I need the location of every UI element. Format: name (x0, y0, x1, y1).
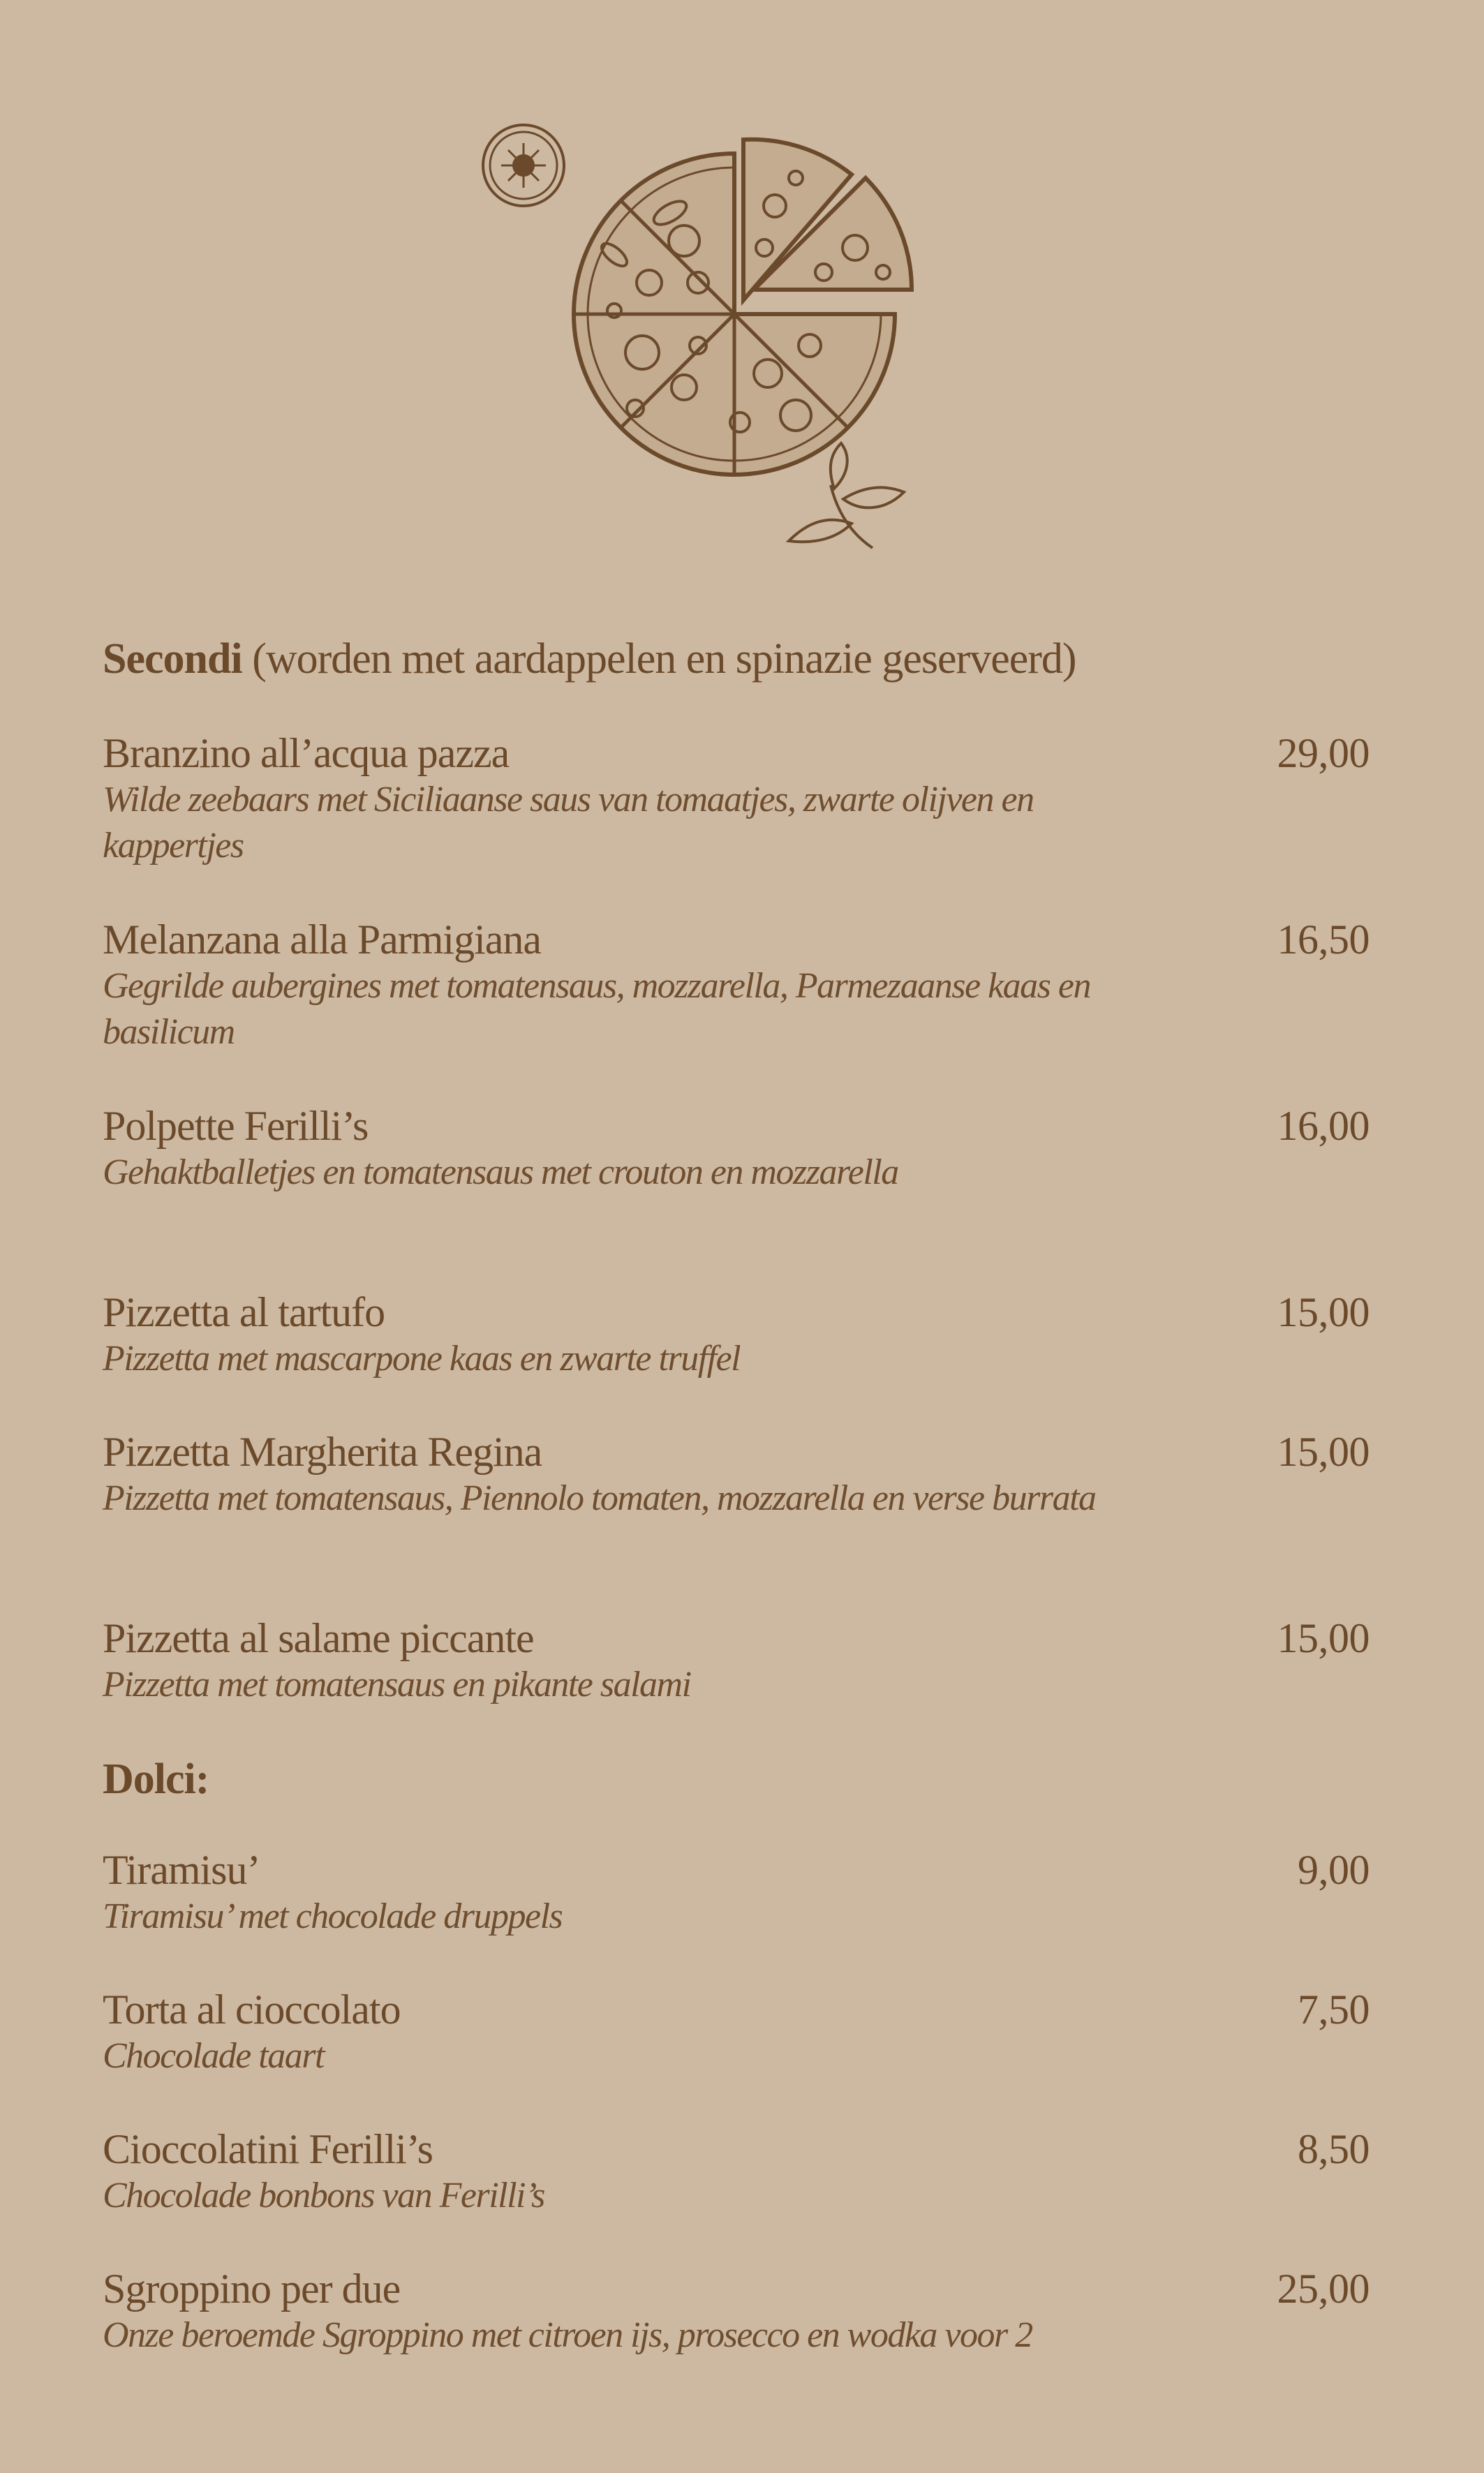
item-description: Gehaktballetjes en tomatensaus met crouton en mozzarella (103, 1152, 898, 1192)
menu-item (103, 2125, 1370, 2219)
item-price: 16,00 (1277, 1103, 1370, 1149)
item-name: Cioccolatini Ferilli’s (103, 2126, 433, 2172)
item-price: 15,00 (1277, 1289, 1370, 1335)
item-description: Onze beroemde Sgroppino met citroen ijs, prosecco en wodka voor 2 (103, 2315, 1032, 2355)
item-price: 9,00 (1298, 1847, 1370, 1893)
item-description: Chocolade taart (103, 2036, 324, 2076)
item-name: Torta al cioccolato (103, 1986, 401, 2033)
item-description: Pizzetta met mascarpone kaas en zwarte truffel (103, 1339, 741, 1379)
section-title-dolci (103, 1755, 209, 1803)
section-title-bold: Dolci: (103, 1755, 209, 1803)
item-price: 7,50 (1298, 1986, 1370, 2033)
item-price: 15,00 (1277, 1429, 1370, 1475)
section-title-bold: Secondi (103, 635, 242, 683)
item-description: Tiramisu’ met chocolade druppels (103, 1896, 563, 1936)
section-subtitle: (worden met aardappelen en spinazie geserveerd) (252, 635, 1076, 683)
item-description: Pizzetta met tomatensaus, Piennolo tomaten, mozzarella en verse burrata (103, 1478, 1096, 1518)
item-name: Polpette Ferilli’s (103, 1103, 369, 1149)
item-description: Wilde zeebaars met Siciliaanse saus van tomaatjes, zwarte olijven en kappertjes (103, 780, 1034, 866)
item-price: 15,00 (1277, 1615, 1370, 1661)
menu-item (103, 916, 1370, 1055)
item-price: 25,00 (1277, 2266, 1370, 2312)
item-name: Pizzetta Margherita Regina (103, 1429, 542, 1475)
item-description: Gegrilde aubergines met tomatensaus, mozzarella, Parmezaanse kaas en basilicum (103, 966, 1090, 1052)
section-title-secondi (103, 637, 1076, 681)
menu-item (103, 2265, 1370, 2359)
menu-item (103, 1846, 1370, 1940)
menu-item (103, 1986, 1370, 2079)
item-name: Melanzana alla Parmigiana (103, 916, 542, 963)
item-price: 29,00 (1277, 730, 1370, 776)
item-name: Pizzetta al salame piccante (103, 1615, 534, 1661)
menu-item (103, 1102, 1370, 1196)
menu-item (103, 729, 1370, 869)
menu-item (103, 1614, 1370, 1708)
item-description: Chocolade bonbons van Ferilli’s (103, 2176, 544, 2215)
item-name: Branzino all’acqua pazza (103, 730, 510, 776)
menu-item (103, 1289, 1370, 1382)
item-description: Pizzetta met tomatensaus en pikante salami (103, 1665, 691, 1705)
menu-item (103, 1428, 1370, 1522)
item-price: 16,50 (1277, 916, 1370, 963)
pizza-illustration (475, 122, 963, 562)
item-name: Pizzetta al tartufo (103, 1289, 385, 1335)
item-name: Sgroppino per due (103, 2266, 401, 2312)
item-price: 8,50 (1298, 2126, 1370, 2172)
tomato-slice-icon (483, 125, 564, 206)
item-name: Tiramisu’ (103, 1847, 260, 1893)
